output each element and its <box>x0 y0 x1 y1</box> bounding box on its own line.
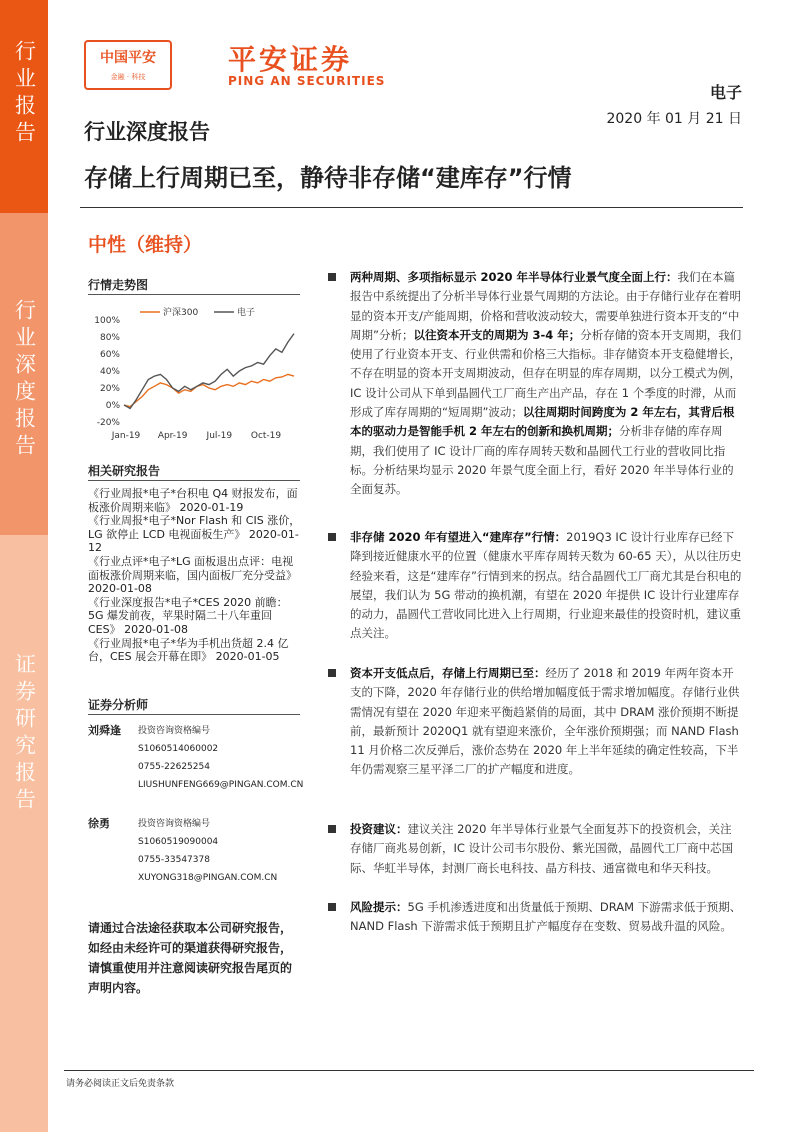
report-date: 2020 年 01 月 21 日 <box>606 111 742 127</box>
bullet-text: 建议关注 2020 年半导体行业景气全面复苏下的投资机会，关注存储厂商兆易创新，IC 设计公司韦尔股份、紫光国微，晶圆代工厂商中芯国际、华虹半导体，封测厂商长电科技、晶方科技、通富微电和华天科技。 <box>350 822 734 875</box>
analyst-phone: 0755-33547378 <box>138 855 210 865</box>
header-divider <box>80 207 743 208</box>
bullet-marker-icon <box>328 903 336 911</box>
footer-divider <box>64 1070 754 1071</box>
brand-logo-en: PING AN SECURITIES <box>228 74 386 88</box>
logo-cn-text: 中国平安 <box>100 50 156 66</box>
related-report-item[interactable]: 《行业周报*电子*华为手机出货超 2.4 亿台，CES 展会开幕在即》 2020-01-05 <box>88 636 289 664</box>
analyst-license-id: S1060519090004 <box>138 837 219 847</box>
bullet-emphasis: 以往周期时间跨度为 2 年左右，其背后根本的驱动力是智能手机 2 年左右的创新和换机周期； <box>350 405 735 439</box>
x-tick-label: Oct-19 <box>250 431 282 441</box>
electronics-line <box>124 334 294 409</box>
side-text-1: 行业报告 <box>12 40 37 148</box>
market-trend-chart <box>88 300 304 450</box>
analyst-name: 刘舜逢 <box>88 724 121 737</box>
bullet-lead: 风险提示： <box>350 900 408 914</box>
legal-notice: 请通过合法途径获取本公司研究报告，如经由未经许可的渠道获得研究报告，请慎重使用并注意阅读研究报告尾页的声明内容。 <box>88 921 293 995</box>
side-label-research-report <box>0 535 48 1132</box>
bullet-marker-icon <box>328 669 336 677</box>
legend-label-hs300: 沪深300 <box>163 308 199 318</box>
chart-section-title: 行情走势图 <box>88 278 149 292</box>
related-report-item[interactable]: 《行业周报*电子*台积电 Q4 财报发布，面板涨价周期来临》 2020-01-19 <box>88 487 298 514</box>
analyst-card <box>88 815 308 895</box>
analyst-name: 徐勇 <box>88 817 110 830</box>
analyst-info <box>138 722 308 791</box>
x-tick-label: Apr-19 <box>157 431 188 441</box>
report-type: 行业深度报告 <box>84 120 210 144</box>
bullet-text: 经历了 2018 和 2019 年两年资本开支的下降，2020 年存储行业的供给增加幅度低于需求增加幅度。存储行业供需情况有望在 2020 年迎来平衡趋紧俏的局面，其中 DRAM 涨价预期不断提前，最新预计 2020Q1 就有望迎来涨价，全年涨价预期强；而 NAND Flash 11 月价格二次反弹后，涨价态势在 2020 年上半年延续的确定性较高，下半年仍需观察三星平泽二厂的扩产幅度和进度。 <box>350 666 740 777</box>
side-label-deep-report <box>0 213 48 535</box>
report-title: 存储上行周期已至，静待非存储“建库存”行情 <box>84 164 572 192</box>
ping-an-group-logo <box>84 40 172 90</box>
y-tick-label: 80% <box>99 333 120 343</box>
bullet-text: 分析存储的资本开支周期，我们使用了行业资本开支、行业供需和价格三大指标。非存储资本开支稳健增长，不存在明显的资本开支周期波动，但存在明显的库存周期，以分工模式为例，IC 设计公司从下单到晶圆代工厂商生产出产品，存在 1 个季度的时滞，从而形成了库存周期的“短周期”波动； <box>350 327 742 420</box>
bullet-investment-advice <box>328 820 743 880</box>
legend-label-electronics: 电子 <box>237 308 256 318</box>
side-text-3: 证券研究报告 <box>12 653 37 815</box>
chart-section-divider <box>88 294 300 295</box>
logo-tagline: 金融 · 科技 <box>110 73 146 81</box>
analysts-section-divider <box>88 714 300 715</box>
side-banner <box>0 0 48 1132</box>
y-tick-label: -20% <box>96 418 120 428</box>
y-tick-label: 40% <box>99 367 120 377</box>
bullet-lead: 两种周期、多项指标显示 2020 年半导体行业景气度全面上行： <box>350 270 678 284</box>
analysts-section-title: 证券分析师 <box>88 698 149 712</box>
x-tick-label: Jan-19 <box>111 431 141 441</box>
bullet-emphasis: 以往资本开支的周期为 3-4 年； <box>413 327 581 342</box>
summary-bullets <box>328 268 743 937</box>
analyst-phone: 0755-22625254 <box>138 762 210 772</box>
bullet-marker-icon <box>328 273 336 281</box>
bullet-lead: 资本开支低点后，存储上行周期已至： <box>350 666 546 680</box>
y-tick-label: 100% <box>94 316 120 326</box>
bullet-text: 2019Q3 IC 设计行业库存已经下降到接近健康水平的位置（健康水平库存周转天数为 60-65 天），从以往历史经验来看，这是“建库存”行情到来的拐点。结合晶圆代工厂商尤其是台积电的展望，我们认为 5G 带动的换机潮，有望在 2020 年提供 IC 设计行业建库存的动力，晶圆代工营收同比进入上行周期，行业迎来最佳的投资时机，建议重点关注。 <box>350 530 742 641</box>
side-label-industry-report <box>0 0 48 213</box>
y-tick-label: 20% <box>99 384 120 394</box>
sector-label: 电子 <box>709 83 742 102</box>
bullet-non-storage <box>328 528 743 664</box>
analyst-license-label: 投资咨询资格编号 <box>138 726 211 736</box>
related-report-item[interactable]: 《行业深度报告*电子*CES 2020 前瞻：5G 爆发前夜，苹果时隔二十八年重回 CES》 2020-01-08 <box>88 595 288 636</box>
x-tick-label: Jul-19 <box>206 431 233 441</box>
bullet-text: 分析非存储的库存周期，我们使用了 IC 设计厂商的库存周转天数和晶圆代工行业的营收同比指标。分析结果均显示 2020 年景气度全面上行，看好 2020 年半导体行业的全面复苏。 <box>350 424 734 497</box>
side-text-2: 行业深度报告 <box>12 299 37 461</box>
bullet-risk-warning <box>328 898 743 937</box>
related-report-item[interactable]: 《行业周报*电子*Nor Flash 和 CIS 涨价，LG 欲停止 LCD 电视面板生产》 2020-01-12 <box>88 514 301 555</box>
related-section-divider <box>88 480 300 481</box>
rating-label: 中性（维持） <box>88 234 203 256</box>
bullet-marker-icon <box>328 825 336 833</box>
bullet-cycle-analysis <box>328 268 743 528</box>
bullet-storage-cycle <box>328 664 743 820</box>
analyst-email[interactable]: XUYONG318@PINGAN.COM.CN <box>138 873 278 883</box>
footer-disclaimer: 请务必阅读正文后免责条款 <box>66 1079 175 1089</box>
related-report-item[interactable]: 《行业点评*电子*LG 面板退出点评：电视面板涨价周期来临，国内面板厂充分受益》 2020-01-08 <box>88 554 297 596</box>
related-reports-list <box>88 487 302 664</box>
analyst-email[interactable]: LIUSHUNFENG669@PINGAN.COM.CN <box>138 780 304 790</box>
analyst-license-id: S1060514060002 <box>138 744 219 754</box>
y-tick-label: 60% <box>99 350 120 360</box>
bullet-text: 我们在本篇报告中系统提出了分析半导体行业景气周期的方法论。由于存储行业存在着明显的资本开支/产能周期，价格和营收波动较大，需要单独进行资本开支的“中周期”分析； <box>350 270 741 342</box>
bullet-lead: 非存储 2020 年有望进入“建库存”行情： <box>350 530 567 544</box>
analyst-card <box>88 722 308 802</box>
related-section-title: 相关研究报告 <box>88 464 161 478</box>
bullet-marker-icon <box>328 533 336 541</box>
brand-logo: 平安证券 <box>228 43 353 76</box>
bullet-lead: 投资建议： <box>350 822 408 836</box>
analyst-license-label: 投资咨询资格编号 <box>138 819 211 829</box>
bullet-text: 5G 手机渗透进度和出货量低于预期、DRAM 下游需求低于预期、NAND Flash 下游需求低于预期且扩产幅度存在变数、贸易战升温的风险。 <box>350 900 742 934</box>
y-tick-label: 0% <box>105 401 120 411</box>
analyst-info <box>138 815 308 887</box>
